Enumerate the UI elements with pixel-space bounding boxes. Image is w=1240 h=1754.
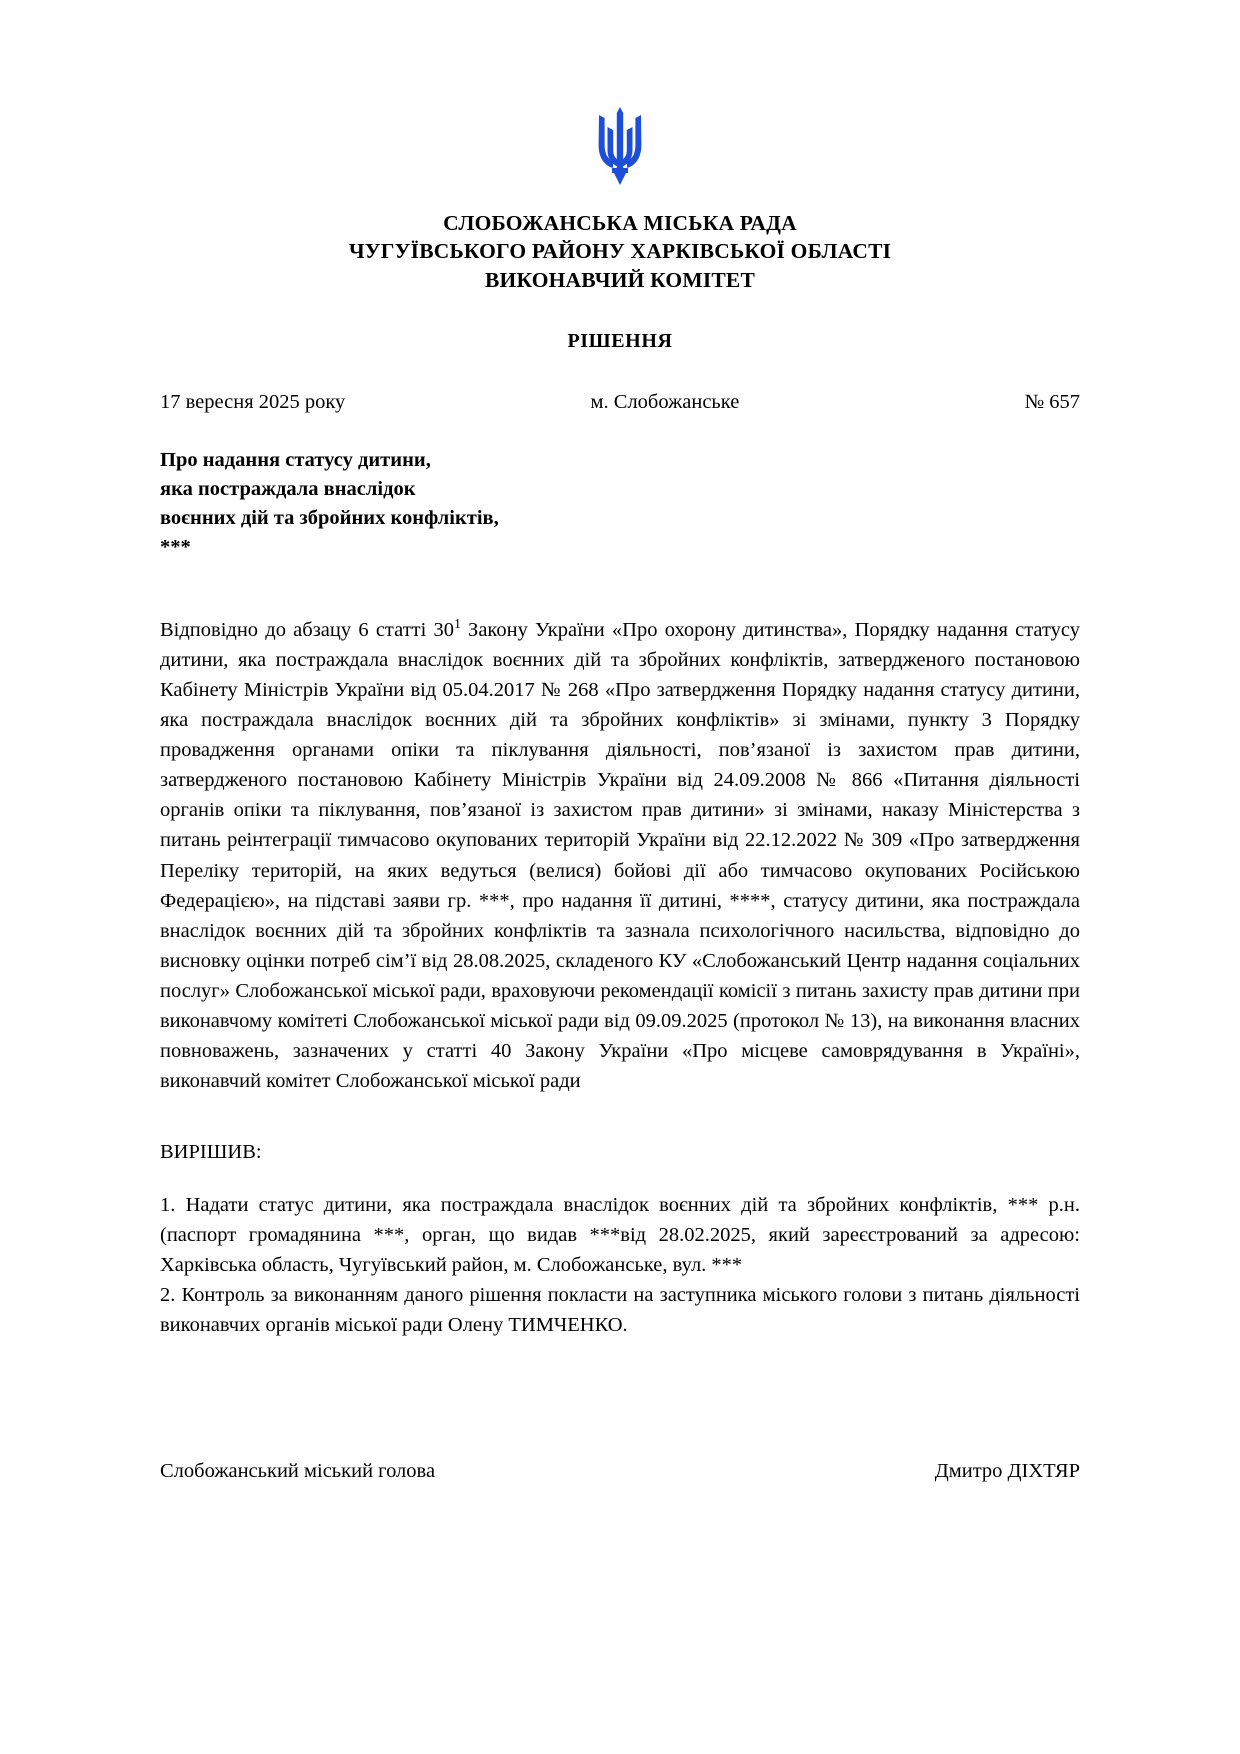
subject-line-2: яка постраждала внаслідок — [160, 478, 416, 501]
document-subject — [160, 446, 1080, 562]
document-place: м. Слобожанське — [590, 391, 740, 414]
preamble-part-2: Закону України «Про охорону дитинства», Порядку надання статусу дитини, яка постраждала внаслідок воєнних дій та збройних конфліктів, затвердженого постановою Кабінету Міністрів України від 05.04.2017 № 268 «Про затвердження Порядку надання статусу дитини, яка постраждала внаслідок воєнних дій та збройних конфліктів» зі змінами, пункту 3 Порядку провадження органами опіки та піклування діяльності, пов’язаної із захистом прав дитини, затвердженого постановою Кабінету Міністрів України від 24.09.2008 № 866 «Питання діяльності органів опіки та піклування, пов’язаної із захистом прав дитини» зі змінами, наказу Міністерства з питань реінтеграції тимчасово окупованих територій України від 22.12.2022 № 309 «Про затвердження Переліку територій, на яких ведуться (велися) бойові дії або тимчасово окупованих Російською Федерацією», на підставі заяви гр. ***, про надання її дитині, ****, статусу дитини, яка постраждала внаслідок воєнних дій та збройних конфліктів та зазнала психологічного насильства, відповідно до висновку оцінки потреб сім’ї від 28.08.2025, складеного КУ «Слобожанський Центр надання соціальних послуг» Слобожанської міської ради, враховуючи рекомендації комісії з питань захисту прав дитини при виконавчому комітеті Слобожанської міської ради від 09.09.2025 (протокол № 13), на виконання власних повноважень, зазначених у статті 40 Закону України «Про місцеве самоврядування в Україні», виконавчий комітет Слобожанської міської ради — [160, 618, 1080, 1093]
document-date: 17 вересня 2025 року — [160, 391, 346, 414]
resolved-label: ВИРІШИВ: — [160, 1140, 262, 1163]
org-line-district: ЧУГУЇВСЬКОГО РАЙОНУ ХАРКІВСЬКОЇ ОБЛАСТІ — [348, 239, 892, 264]
org-line-committee: ВИКОНАВЧИЙ КОМІТЕТ — [484, 267, 756, 292]
signature-block — [160, 1460, 1080, 1483]
signatory-title: Слобожанський міський голова — [160, 1460, 436, 1483]
decision-item: 2. Контроль за виконанням даного рішення покласти на заступника міського голови з питань діяльності виконавчих органів міської ради Олену ТИМЧЕНКО. — [160, 1283, 1080, 1337]
organization-header — [160, 209, 1080, 294]
signatory-name: Дмитро ДІХТЯР — [934, 1460, 1080, 1483]
document-meta — [160, 391, 1080, 414]
emblem-container — [160, 105, 1080, 191]
ukraine-trident-emblem — [592, 105, 648, 191]
preamble-paragraph — [160, 615, 1080, 1097]
decision-item: 1. Надати статус дитини, яка постраждала внаслідок воєнних дій та збройних конфліктів, *** р.н. (паспорт громадянина ***, орган, що видав ***від 28.02.2025, який зареєстрований за адресою: Харківська область, Чугуївський район, м. Слобожанське, вул. *** — [160, 1193, 1080, 1276]
document-number: № 657 — [1024, 391, 1080, 414]
decision-items — [160, 1190, 1080, 1341]
subject-line-1: Про надання статусу дитини, — [160, 449, 431, 472]
subject-line-4: *** — [160, 536, 191, 559]
document-type: РІШЕННЯ — [567, 330, 673, 353]
org-line-council: СЛОБОЖАНСЬКА МІСЬКА РАДА — [443, 211, 797, 235]
preamble-part-1: Відповідно до абзацу 6 статті 30 — [160, 618, 455, 641]
subject-line-3: воєнних дій та збройних конфліктів, — [160, 507, 499, 530]
article-superscript: 1 — [454, 615, 461, 631]
